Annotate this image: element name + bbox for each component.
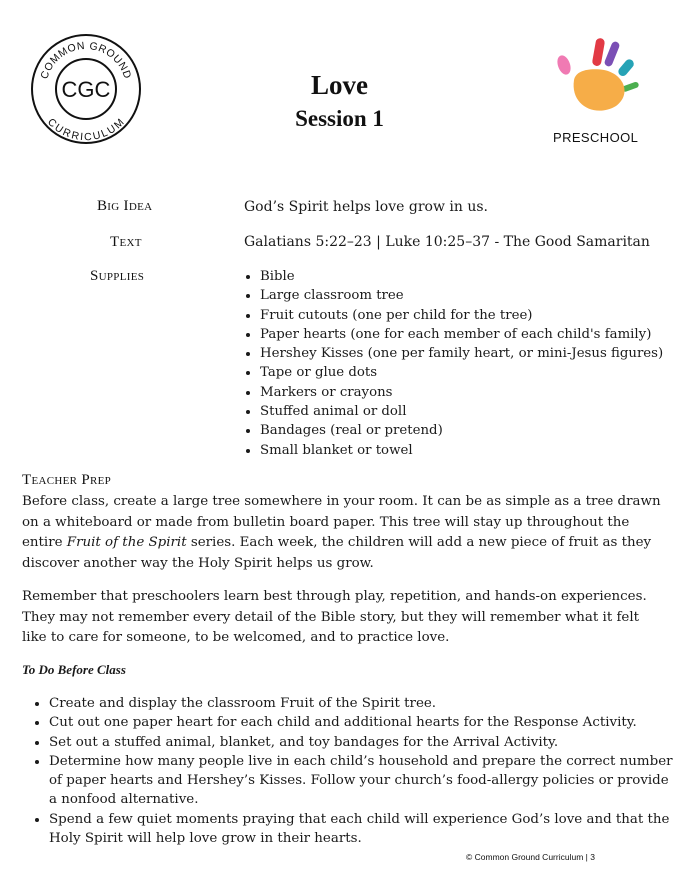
supplies-list xyxy=(243,267,663,460)
supply-item: • Hershey Kisses (one per family heart, or mini-Jesus figures) xyxy=(260,344,663,363)
todo-list xyxy=(31,694,679,848)
teacher-prep-heading: Teacher Prep xyxy=(22,472,112,488)
page-footer: © Common Ground Curriculum | 3 xyxy=(466,852,595,862)
logo-ring-top-text: COMMON GROUND xyxy=(38,39,134,81)
supply-item: • Stuffed animal or doll xyxy=(260,402,663,421)
todo-item: • Spend a few quiet moments praying that each child will experience God’s love and that the Holy Spirit will help love grow in their hearts. xyxy=(49,810,679,849)
page-title: Love xyxy=(311,70,368,100)
preschool-label: PRESCHOOL xyxy=(553,130,639,145)
big-idea-label: Big Idea xyxy=(97,198,153,214)
scripture-reference: Galatians 5:22–23 | Luke 10:25–37 - The Good Samaritan xyxy=(244,234,650,250)
supply-item: • Small blanket or towel xyxy=(260,441,663,460)
supply-item: • Tape or glue dots xyxy=(260,363,663,382)
logo-center-text: CGC xyxy=(61,77,111,102)
todo-item: • Cut out one paper heart for each child and additional hearts for the Response Activity. xyxy=(49,713,679,732)
supply-item: • Bandages (real or pretend) xyxy=(260,421,663,440)
paragraph-text: series. Each week, the children will add a new piece of fruit as they discover another way the Holy Spirit helps us grow. xyxy=(22,535,652,571)
supply-item: • Paper hearts (one for each member of each child's family) xyxy=(260,325,663,344)
todo-item: • Create and display the classroom Fruit of the Spirit tree. xyxy=(49,694,679,713)
supply-item: • Markers or crayons xyxy=(260,383,663,402)
todo-heading: To Do Before Class xyxy=(22,662,126,677)
text-label: Text xyxy=(110,234,142,250)
supply-item: • Fruit cutouts (one per child for the tree) xyxy=(260,306,663,325)
logo-ring-bottom-text: CURRICULUM xyxy=(44,116,127,144)
page-subtitle: Session 1 xyxy=(295,106,384,131)
todo-item: • Determine how many people live in each child’s household and prepare the correct number of paper hearts and Hershey’s Kisses. Follow your church’s food-allergy policies or provide a nonfood alternative. xyxy=(49,752,679,810)
supplies-label: Supplies xyxy=(90,268,145,284)
series-title: Fruit of the Spirit xyxy=(66,535,187,550)
teacher-prep-paragraph-2: Remember that preschoolers learn best through play, repetition, and hands-on experiences. They may not remember every detail of the Bible story, but they will remember what it felt like to care for someone, to be welcomed, and to practice love. xyxy=(22,589,647,645)
supply-item: • Large classroom tree xyxy=(260,286,663,305)
supply-item: • Bible xyxy=(260,267,663,286)
paragraph-text: Before class, create a large tree somewhere in your room. It can be as simple as a tree drawn on a whiteboard or made from bulletin board paper. This tree will stay up throughout the entire xyxy=(22,494,661,550)
todo-item: • Set out a stuffed animal, blanket, and toy bandages for the Arrival Activity. xyxy=(49,733,679,752)
big-idea-text: God’s Spirit helps love grow in us. xyxy=(244,199,488,215)
teacher-prep-paragraph-1 xyxy=(22,492,662,574)
handprint-icon xyxy=(552,36,642,124)
